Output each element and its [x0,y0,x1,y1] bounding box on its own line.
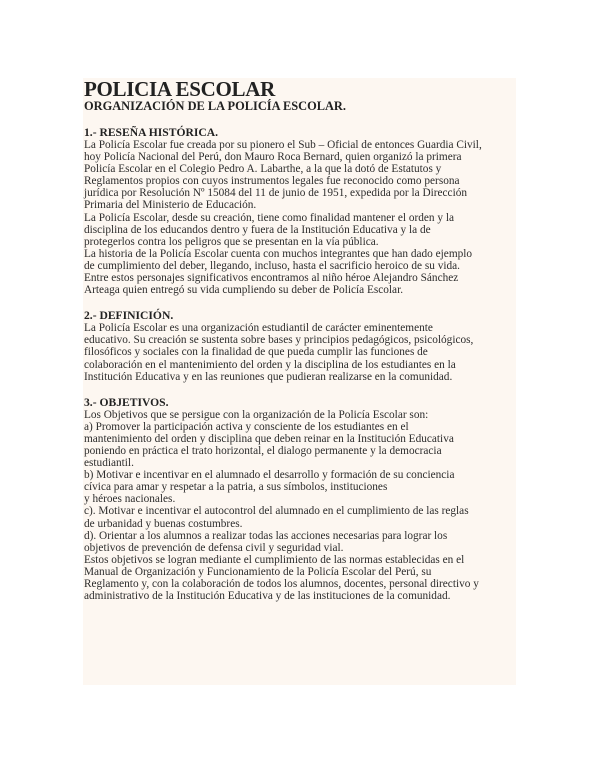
document-body [84,78,524,602]
text-line: Primaria del Ministerio de Educación. [84,199,257,212]
spacer [84,383,524,396]
text-line: de urbanidad y buenas costumbres. [84,517,243,530]
text-line: Reglamentos propios con cuyos instrumentos legales fue reconocido como persona [84,175,460,188]
text-line: poniendo en práctica el trato horizontal, el dialogo permanente y la democracia [84,444,442,457]
text-line: objetivos de prevención de defensa civil y seguridad vial. [84,541,344,554]
section-definicion [84,309,524,382]
text-line: mantenimiento del orden y disciplina que deben reinar en la Institución Educativa [84,432,454,445]
section-heading: 3.- OBJETIVOS. [84,395,169,409]
text-line: Estos objetivos se logran mediante el cumplimiento de las normas establecidas en el [84,553,465,566]
text-line: La Policía Escolar, desde su creación, tiene como finalidad mantener el orden y la [84,211,455,224]
section-objetivos [84,396,524,603]
text-line: y héroes nacionales. [84,493,176,506]
spacer [84,296,524,309]
text-line: La Policía Escolar es una organización estudiantil de carácter eminentemente [84,322,433,335]
text-line: Entre estos personajes significativos encontramos al niño héroe Alejandro Sánchez [84,272,459,285]
text-line: a) Promover la participación activa y consciente de los estudiantes en el [84,420,409,433]
document-title: POLICIA ESCOLAR [84,77,275,101]
text-line: administrativo de la Institución Educativa y de las instituciones de la comunidad. [84,590,451,603]
text-line: hoy Policía Nacional del Perú, don Mauro Roca Bernard, quien organizó la primera [84,151,462,164]
text-line: Institución Educativa y en las reuniones que pudieran realizarse en la comunidad. [84,370,453,383]
text-line: jurídica por Resolución Nº 15084 del 11 de junio de 1951, expedida por la Dirección [84,187,468,200]
text-line: estudiantil. [84,457,134,470]
text-line: La Policía Escolar fue creada por su pionero el Sub – Oficial de entonces Guardia Civil, [84,139,482,151]
text-line: filosóficos y sociales con la finalidad de que pueda cumplir las funciones de [84,346,428,359]
text-line: b) Motivar e incentivar en el alumnado el desarrollo y formación de su conciencia [84,469,455,482]
text-line: educativo. Su creación se sustenta sobre bases y principios pedagógicos, psicológicos, [84,334,474,347]
document-subtitle: ORGANIZACIÓN DE LA POLICÍA ESCOLAR. [84,99,346,113]
text-line: Arteaga quien entregó su vida cumpliendo su deber de Policía Escolar. [84,284,404,297]
section-heading: 2.- DEFINICIÓN. [84,309,174,323]
text-line: protegerlos contra los peligros que se presentan en la vía pública. [84,235,379,248]
text-line: d). Orientar a los alumnos a realizar todas las acciones necesarias para lograr los [84,529,448,542]
text-line: La historia de la Policía Escolar cuenta con muchos integrantes que han dado ejemplo [84,247,473,260]
text-line: cívica para amar y respetar a la patria, a sus símbolos, instituciones [84,481,388,494]
text-line: Reglamento y, con la colaboración de todos los alumnos, docentes, personal directivo y [84,578,479,590]
section-heading: 1.- RESEÑA HISTÓRICA. [84,126,219,139]
text-line: c). Motivar e incentivar el autocontrol del alumnado en el cumplimiento de las reglas [84,505,469,518]
spacer [84,113,524,126]
text-line: Manual de Organización y Funcionamiento de la Policía Escolar del Perú, su [84,565,432,578]
section-resena-historica [84,126,524,296]
text-line: Policía Escolar en el Colegio Pedro A. Labarthe, a la que la dotó de Estatutos y [84,163,442,176]
text-line: de cumplimiento del deber, llegando, incluso, hasta el sacrificio heroico de su vida. [84,259,460,272]
text-line: disciplina de los educandos dentro y fuera de la Institución Educativa y la de [84,223,431,236]
text-line: Los Objetivos que se persigue con la organización de la Policía Escolar son: [84,408,429,421]
text-line: colaboración en el mantenimiento del orden y la disciplina de los estudiantes en la [84,358,456,371]
